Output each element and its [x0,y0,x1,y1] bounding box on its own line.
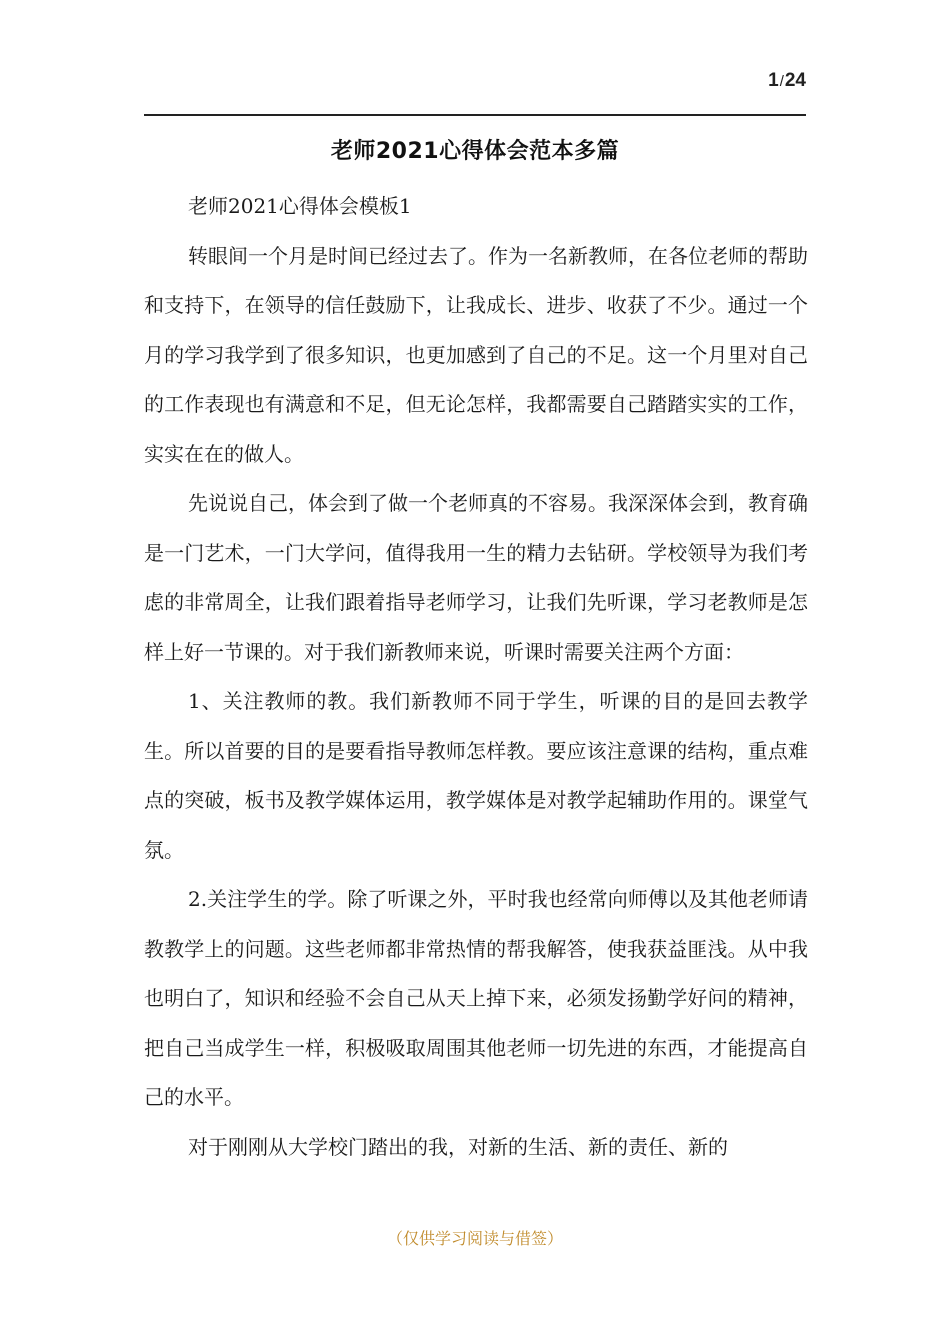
paragraph: 转眼间一个月是时间已经过去了。作为一名新教师，在各位老师的帮助和支持下，在领导的信任鼓励下，让我成长、进步、收获了不少。通过一个月的学习我学到了很多知识，也更加感到了自己的不足。这一个月里对自己的工作表现也有满意和不足，但无论怎样，我都需要自己踏踏实实的工作，实实在在的做人。 [144,243,808,466]
paragraph: 先说说自己，体会到了做一个老师真的不容易。我深深体会到，教育确是一门艺术，一门大学问，值得我用一生的精力去钻研。学校领导为我们考虑的非常周全，让我们跟着指导老师学习，让我们先听课，学习老教师是怎样上好一节课的。对于我们新教师来说，听课时需要关注两个方面： [144,491,808,664]
paragraph: 对于刚刚从大学校门踏出的我，对新的生活、新的责任、新的 [188,1134,728,1159]
page-total: 24 [784,70,806,91]
page-number [768,70,806,92]
footer-disclaimer: （仅供学习阅读与借签） [386,1229,563,1248]
document-body [144,182,808,1172]
document-title: 老师2021心得体会范本多篇 [330,139,620,164]
header-divider [144,114,806,116]
section-heading: 老师2021心得体会模板1 [188,194,412,218]
paragraph: 2.关注学生的学。除了听课之外，平时我也经常向师傅以及其他老师请教教学上的问题。这些老师都非常热情的帮我解答，使我获益匪浅。从中我也明白了，知识和经验不会自己从天上掉下来，必须发扬勤学好问的精神，把自己当成学生一样，积极吸取周围其他老师一切先进的东西，才能提高自己的水平。 [144,887,808,1109]
paragraph: 1、关注教师的教。我们新教师不同于学生，听课的目的是回去教学生。所以首要的目的是要看指导教师怎样教。要应该注意课的结构，重点难点的突破，板书及教学媒体运用，教学媒体是对教学起辅助作用的。课堂气氛。 [144,689,808,862]
page-separator: / [779,73,784,90]
page-current: 1 [768,70,779,91]
